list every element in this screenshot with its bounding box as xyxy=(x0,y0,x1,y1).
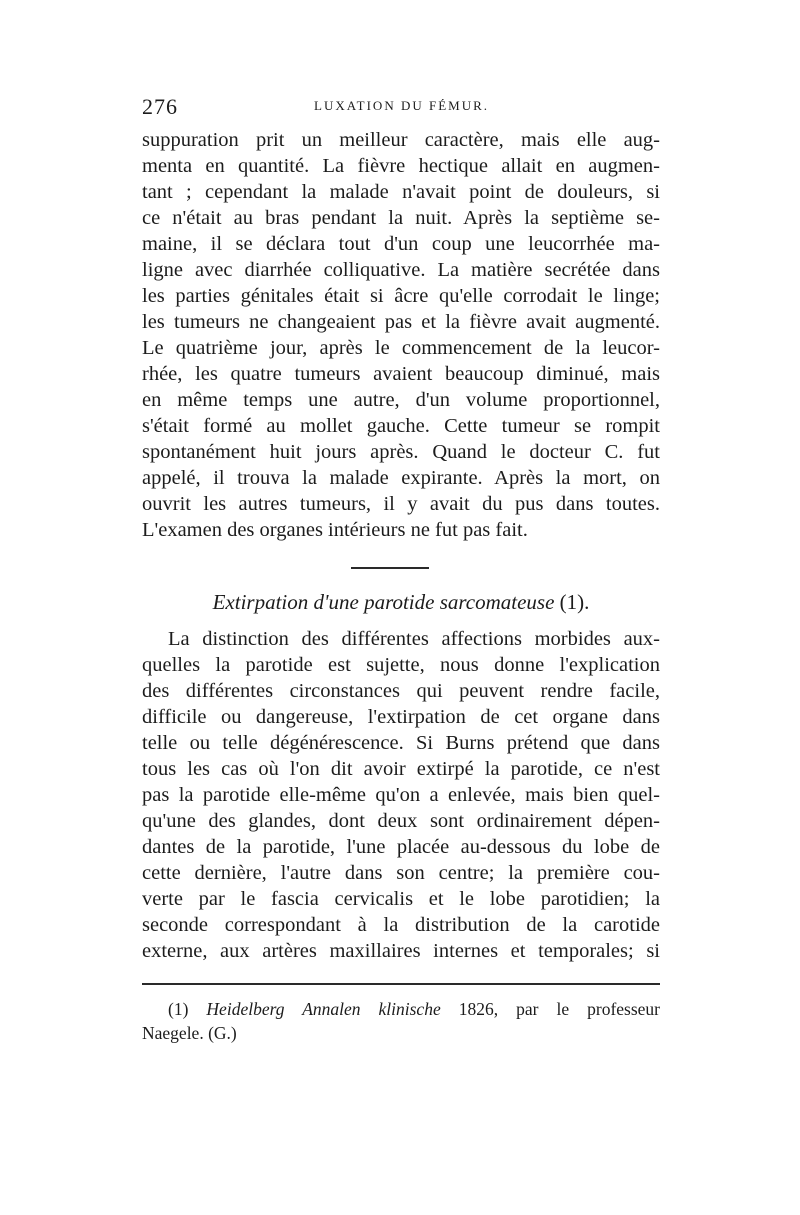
paragraph-body xyxy=(142,626,660,964)
section-title-text: Extirpation d'une parotide sarcomateuse xyxy=(212,590,555,614)
footnote-line xyxy=(142,997,660,1021)
section-divider xyxy=(351,567,429,569)
text-line: dantes de la parotide, l'une placée au-dessous du lobe de xyxy=(142,836,660,858)
text-line: les parties génitales était si âcre qu'elle corrodait le linge; xyxy=(142,285,660,307)
text-line: s'était formé au mollet gauche. Cette tumeur se rompit xyxy=(142,415,660,437)
text-line: suppuration prit un meilleur caractère, mais elle aug- xyxy=(142,129,660,151)
text-line: maine, il se déclara tout d'un coup une leucorrhée ma- xyxy=(142,233,660,255)
text-line: tous les cas où l'on dit avoir extirpé la parotide, ce n'est xyxy=(142,758,660,780)
text-line: ouvrit les autres tumeurs, il y avait du pus dans toutes. xyxy=(142,493,660,515)
text-line: rhée, les quatre tumeurs avaient beaucoup diminué, mais xyxy=(142,363,660,385)
text-line: quelles la parotide est sujette, nous donne l'explication xyxy=(142,654,660,676)
text-line: menta en quantité. La fièvre hectique allait en augmen- xyxy=(142,155,660,177)
section-title xyxy=(142,588,660,616)
page-header xyxy=(142,94,662,122)
text-line: spontanément huit jours après. Quand le docteur C. fut xyxy=(142,441,660,463)
paragraph-continuation xyxy=(142,127,660,543)
footnote-line: Naegele. (G.) xyxy=(142,1023,237,1043)
text-line: telle ou telle dégénérescence. Si Burns prétend que dans xyxy=(142,732,660,754)
text-line: les tumeurs ne changeaient pas et la fièvre avait augmenté. xyxy=(142,311,660,333)
text-line: L'examen des organes intérieurs ne fut pas fait. xyxy=(142,519,528,541)
text-line: tant ; cependant la malade n'avait point de douleurs, si xyxy=(142,181,660,203)
text-line: externe, aux artères maxillaires internes et temporales; si xyxy=(142,940,660,962)
running-head: LUXATION DU FÉMUR. xyxy=(314,98,490,113)
footnote-year-text: 1826, par le professeur xyxy=(458,999,660,1019)
text-line: ce n'était au bras pendant la nuit. Après la septième se- xyxy=(142,207,660,229)
text-line: difficile ou dangereuse, l'extirpation de cet organe dans xyxy=(142,706,660,728)
text-line: qu'une des glandes, dont deux sont ordinairement dépen- xyxy=(142,810,660,832)
text-line: pas la parotide elle-même qu'on a enlevée, mais bien quel- xyxy=(142,784,660,806)
page-number: 276 xyxy=(142,94,178,119)
footnote xyxy=(142,997,660,1045)
text-line: des différentes circonstances qui peuvent rendre facile, xyxy=(142,680,660,702)
text-line: ligne avec diarrhée colliquative. La matière secrétée dans xyxy=(142,259,660,281)
text-line: cette dernière, l'autre dans son centre; la première cou- xyxy=(142,862,660,884)
footnote-marker: (1) xyxy=(168,999,189,1019)
footnote-source-title: Heidelberg Annalen klinische xyxy=(206,999,441,1019)
text-line: en même temps une autre, d'un volume proportionnel, xyxy=(142,389,660,411)
text-line: verte par le fascia cervicalis et le lobe parotidien; la xyxy=(142,888,660,910)
text-line: appelé, il trouva la malade expirante. Après la mort, on xyxy=(142,467,660,489)
footnote-reference: (1). xyxy=(559,590,590,614)
footnote-rule xyxy=(142,983,660,985)
text-line: seconde correspondant à la distribution de la carotide xyxy=(142,914,660,936)
text-line: La distinction des différentes affections morbides aux- xyxy=(168,628,660,650)
text-line: Le quatrième jour, après le commencement de la leucor- xyxy=(142,337,660,359)
